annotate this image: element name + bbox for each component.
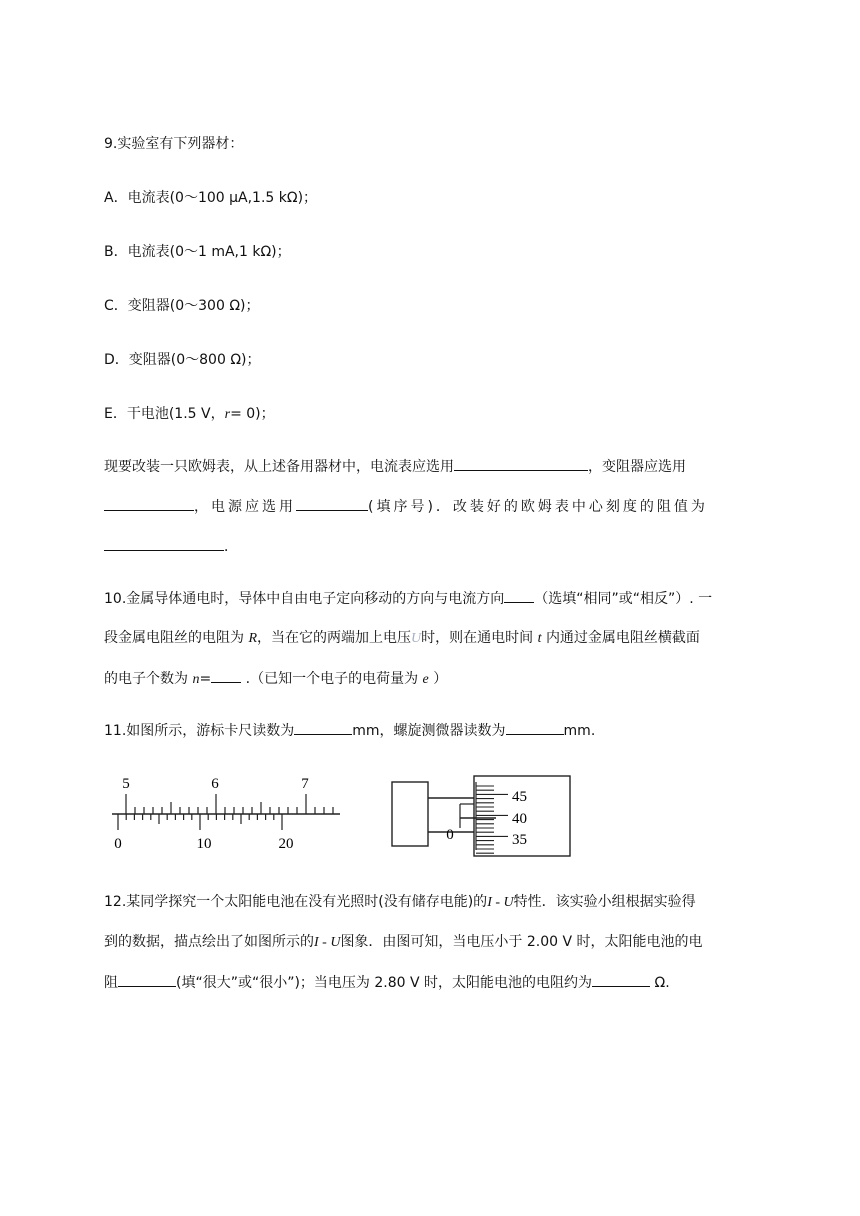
q10-line2a: 段金属电阻丝的电阻为 (104, 630, 244, 646)
q10-line2d: 内通过金属电阻丝横截面 (545, 630, 700, 646)
answer-blank-resistance-value[interactable] (592, 972, 650, 987)
micrometer-thimble-label-40: 40 (512, 811, 527, 827)
q9-para-1a: 现要改装一只欧姆表，从上述备用器材中，电流表应选用 (104, 459, 454, 475)
answer-blank-direction[interactable] (504, 588, 534, 603)
micrometer-thimble-label-35: 35 (512, 832, 527, 848)
q10-line3a: 的电子个数为 (104, 671, 188, 687)
micrometer-anvil (392, 782, 428, 846)
q9-para-1b: ，变阻器应选用 (588, 459, 686, 475)
q9-paragraph-line-1 (104, 456, 686, 477)
q10-line1a: 10.金属导体通电时，导体中自由电子定向移动的方向与电流方向 (104, 591, 505, 607)
q9-item-d: D．变阻器(0～800 Ω)； (104, 352, 261, 368)
q12-line1a: 12.某同学探究一个太阳能电池在没有光照时(没有储存电能)的 (104, 894, 488, 910)
answer-blank-micrometer[interactable] (506, 720, 564, 735)
q12-line-2 (104, 932, 703, 953)
caliper-main-label-6: 6 (211, 776, 219, 792)
q9-item-a: A．电流表(0～100 μA,1.5 kΩ)； (104, 190, 318, 206)
q12-line1b: 特性．该实验小组根据实验得 (513, 894, 696, 910)
q11-text-b: mm，螺旋测微器读数为 (352, 723, 506, 739)
q10-line1b: （选填“相同”或“相反”）. 一 (534, 591, 713, 607)
q12-line3b: (填“很大”或“很小”)；当电压为 2.80 V 时，太阳能电池的电阻约为 (176, 975, 593, 991)
q9-title: 9.实验室有下列器材： (104, 136, 244, 152)
q12-line3a: 阻 (104, 975, 118, 991)
q12-line-3 (104, 972, 670, 993)
q9-item-b: B．电流表(0～1 mA,1 kΩ)； (104, 244, 291, 260)
q10-var-n: n (192, 672, 200, 687)
q9-para-2b: (填序号)．改装好的欧姆表中心刻度的阻值为 (368, 499, 708, 515)
q9-paragraph-line-3 (104, 536, 238, 557)
q10-var-U: U (411, 631, 422, 646)
q10-line2b: ，当在它的两端加上电压 (257, 630, 412, 646)
answer-blank-electron-count[interactable] (211, 668, 241, 683)
q12-line2a: 到的数据，描点绘出了如图所示的 (104, 934, 314, 950)
answer-blank-source[interactable] (296, 496, 368, 511)
q10-var-R: R (248, 631, 258, 646)
q12-line-1 (104, 892, 696, 913)
q12-line2b: 图象．由图可知，当电压小于 2.00 V 时，太阳能电池的电 (340, 934, 703, 950)
q11-text-c: mm. (563, 723, 596, 739)
q10-line-3 (104, 668, 447, 690)
caliper-vernier-label-10: 10 (196, 836, 212, 852)
q9-item-c: C．变阻器(0～300 Ω)； (104, 298, 260, 314)
q9-para-2a: ，电源应选用 (194, 499, 296, 515)
answer-blank-rheostat[interactable] (104, 496, 194, 511)
caliper-vernier-label-20: 20 (278, 836, 294, 852)
caliper-main-label-5: 5 (122, 776, 130, 792)
q11-text (104, 720, 595, 741)
q11-text-a: 11.如图所示，游标卡尺读数为 (104, 723, 295, 739)
q10-var-e: e (422, 672, 429, 687)
answer-blank-center-resistance[interactable] (104, 536, 224, 551)
micrometer-figure (388, 772, 578, 860)
q12-IU-2: I - U (314, 935, 341, 950)
q9-item-e-var: r (224, 407, 231, 422)
q10-line3c: .（已知一个电子的电荷量为 (245, 671, 419, 687)
q10-line2c: 时，则在通电时间 (421, 630, 534, 646)
q10-line-1 (104, 588, 712, 609)
q10-line3d: ） (433, 671, 448, 687)
q9-item-e-suffix: = 0)； (230, 406, 275, 422)
q9-item-e-prefix: E．干电池(1.5 V， (104, 406, 225, 422)
answer-blank-ammeter[interactable] (454, 456, 588, 471)
q9-para-3: ． (224, 539, 238, 555)
micrometer-thimble-label-45: 45 (512, 789, 527, 805)
caliper-main-label-7: 7 (301, 776, 309, 792)
q10-line3b: = (199, 671, 212, 687)
vernier-caliper-figure (108, 770, 348, 856)
q9-paragraph-line-2 (104, 496, 756, 517)
q9-item-e (104, 404, 275, 425)
caliper-vernier-label-0: 0 (114, 836, 122, 852)
q12-line3c: Ω. (654, 975, 670, 991)
answer-blank-resistance-state[interactable] (118, 972, 176, 987)
q10-line-2 (104, 628, 700, 649)
micrometer-sleeve-label-0: 0 (446, 827, 454, 843)
q12-IU-1: I - U (487, 895, 514, 910)
answer-blank-caliper[interactable] (294, 720, 352, 735)
q10-var-t: t (537, 631, 542, 646)
